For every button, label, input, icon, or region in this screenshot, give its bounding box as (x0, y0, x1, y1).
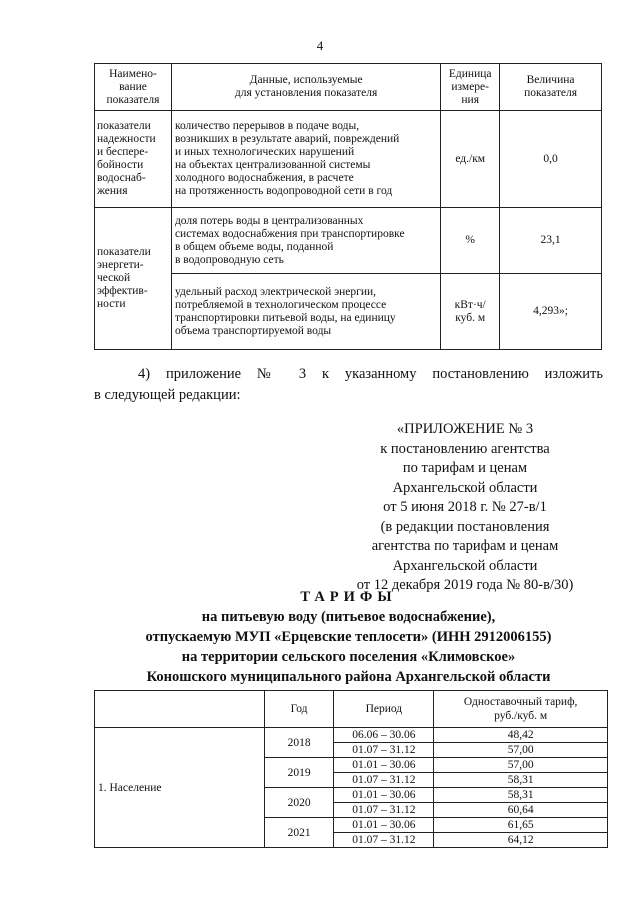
tariff-header-row (95, 691, 608, 728)
period-cell: 01.07 – 31.12 (334, 833, 434, 848)
table-row (95, 111, 602, 208)
header-unit: Единица измере- ния (441, 64, 500, 111)
period-cell: 06.06 – 30.06 (334, 728, 434, 743)
period-cell: 01.07 – 31.12 (334, 803, 434, 818)
consumer-category: 1. Население (95, 728, 265, 848)
header-category (95, 691, 265, 728)
table-row (95, 208, 602, 274)
table-row (95, 728, 608, 743)
tariff-table (94, 690, 608, 848)
tariff-cell: 48,42 (434, 728, 608, 743)
indicators-table (94, 63, 602, 350)
indicator-data: доля потерь воды в централизованных системах водоснабжения при транспортировке в общем объеме воды, поданной в водопроводную сеть (171, 208, 440, 274)
year-cell: 2019 (264, 758, 334, 788)
period-cell: 01.01 – 30.06 (334, 788, 434, 803)
tariff-heading: ТАРИФЫ (300, 589, 397, 605)
indicator-group-name: показатели надежности и беспере- бойности водоснаб- жения (95, 111, 172, 208)
indicator-unit: % (441, 208, 500, 274)
indicator-value: 23,1 (500, 208, 602, 274)
appendix-line: от 5 июня 2018 г. № 27-в/1 (383, 499, 547, 515)
indicator-data: количество перерывов в подаче воды, возникших в результате аварий, повреждений и иных технологических нарушений на объектах централизованной системы холодного водоснабжения, в расчете на протяженность водопроводной сети в год (171, 111, 440, 208)
period-cell: 01.07 – 31.12 (334, 773, 434, 788)
paragraph-line-2: в следующей редакции: (94, 387, 241, 403)
amendment-paragraph (94, 364, 603, 406)
indicator-group-name: показатели энергети- ческой эффектив- ности (95, 208, 172, 350)
title-line: отпускаемую МУП «Ерцевские теплосети» (ИНН 2912006155) (145, 629, 552, 645)
title-line: Коношского муниципального района Архангельской области (146, 669, 551, 685)
appendix-line: от 12 декабря 2019 года № 80-в/30) (356, 577, 574, 593)
header-data: Данные, используемые для установления показателя (171, 64, 440, 111)
indicator-value: 4,293»; (500, 274, 602, 350)
tariff-cell: 57,00 (434, 743, 608, 758)
tariff-cell: 58,31 (434, 788, 608, 803)
indicator-value: 0,0 (500, 111, 602, 208)
header-name: Наимено- вание показателя (95, 64, 172, 111)
tariff-cell: 58,31 (434, 773, 608, 788)
header-tariff: Одноставочный тариф, руб./куб. м (434, 691, 608, 728)
header-period: Период (334, 691, 434, 728)
period-cell: 01.07 – 31.12 (334, 743, 434, 758)
page-number: 4 (316, 38, 324, 53)
appendix-header (340, 420, 590, 596)
appendix-line: Архангельской области (392, 479, 538, 496)
tariff-cell: 60,64 (434, 803, 608, 818)
appendix-line: к постановлению агентства (380, 440, 550, 457)
year-cell: 2021 (264, 818, 334, 848)
title-line: на питьевую воду (питьевое водоснабжение), (201, 609, 496, 625)
year-cell: 2020 (264, 788, 334, 818)
appendix-line: Архангельской области (392, 557, 538, 574)
title-line: на территории сельского поселения «Климовское» (181, 649, 516, 665)
table-row (95, 274, 602, 350)
indicator-unit: кВт·ч/ куб. м (441, 274, 500, 350)
indicator-unit: ед./км (441, 111, 500, 208)
indicators-header-row (95, 64, 602, 111)
tariff-title (94, 587, 603, 687)
header-value: Величина показателя (500, 64, 602, 111)
tariff-cell: 57,00 (434, 758, 608, 773)
appendix-line: по тарифам и ценам (402, 460, 528, 476)
period-cell: 01.01 – 30.06 (334, 818, 434, 833)
appendix-line: агентства по тарифам и ценам (371, 538, 559, 554)
indicator-data: удельный расход электрической энергии, потребляемой в технологическом процессе транспортировки питьевой воды, на единицу объема транспортируемой воды (171, 274, 440, 350)
year-cell: 2018 (264, 728, 334, 758)
tariff-cell: 61,65 (434, 818, 608, 833)
paragraph-line-1: 4) приложение № 3 к указанному постановлению изложить (138, 366, 603, 382)
period-cell: 01.01 – 30.06 (334, 758, 434, 773)
header-year: Год (264, 691, 334, 728)
tariff-cell: 64,12 (434, 833, 608, 848)
appendix-line: «ПРИЛОЖЕНИЕ № 3 (396, 421, 534, 437)
appendix-line: (в редакции постановления (380, 518, 550, 535)
